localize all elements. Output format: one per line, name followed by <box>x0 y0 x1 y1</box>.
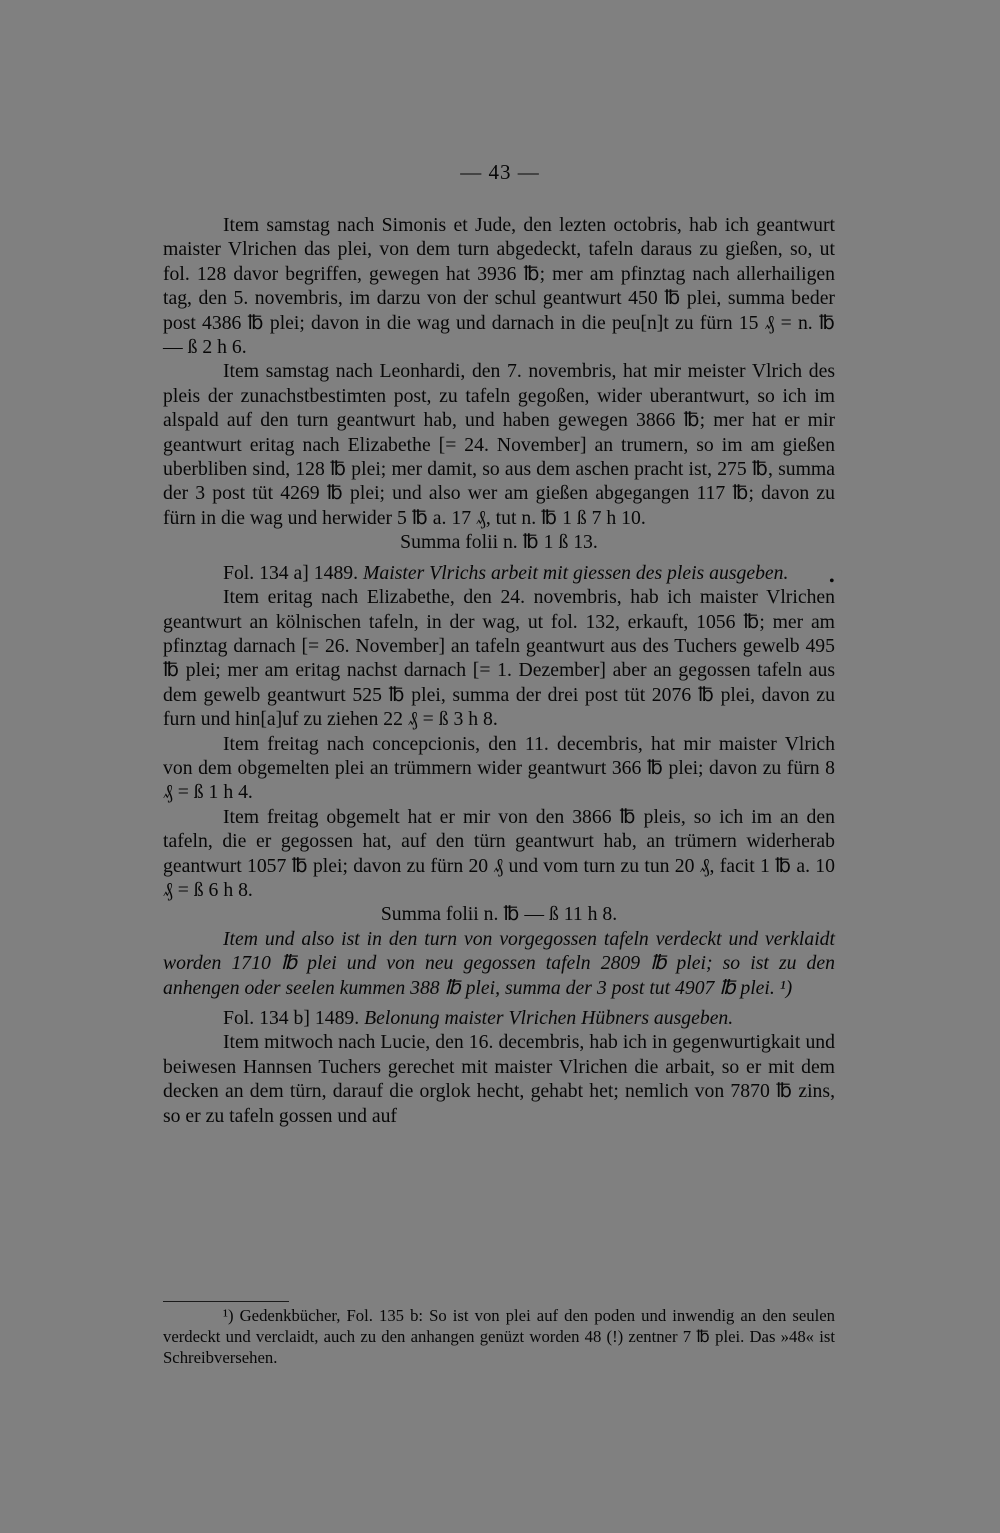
stray-dot-mark: • <box>829 573 835 590</box>
folio-ref-134b: Fol. 134 b] 1489. <box>223 1007 360 1029</box>
footnote-1: ¹) Gedenkbücher, Fol. 135 b: So ist von plei auf den poden und inwendig an den seulen verdeckt und verclaidt, auch zu den anhangen genüzt worden 48 (!) zentner 7 ℔ plei. Das »48« ist Schreibversehen. <box>163 1306 835 1367</box>
paragraph-mitwoch-lucie: Item mitwoch nach Lucie, den 16. decembris, hab ich in gegenwurtigkait und beiwesen Hannsen Tuchers gerechet mit maister Vlrichen die arbait, so er mit dem decken an dem türn, darauf die orglok hecht, gehabt het; nemlich von 7870 ℔ zins, so er zu tafeln gossen und auf <box>163 1031 835 1127</box>
folio-title-134b: Belonung maister Vlrichen Hübners ausgeben. <box>364 1007 734 1029</box>
folio-heading-134a <box>163 561 835 585</box>
paragraph-samstag-simonis: Item samstag nach Simonis et Jude, den lezten octobris, hab ich geantwurt maister Vlrichen das plei, von dem turn abgedeckt, tafeln daraus zu gießen, so, ut fol. 128 davor begriffen, gewegen hat 3936 ℔; mer am pfinztag nach allerhailigen tag, den 5. novembris, im darzu von der schul geantwurt 450 ℔ plei, summa beder post 4386 ℔ plei; davon in die wag und darnach in die peu[n]t zu fürn 15 ₰ = n. ℔ — ß 2 h 6. <box>163 214 835 359</box>
body-text <box>163 213 835 1128</box>
paragraph-eritag-elizabethe: Item eritag nach Elizabethe, den 24. novembris, hab ich maister Vlrichen geantwurt an kölnischen tafeln, in der wag, ut fol. 132, erkauft, 1056 ℔; mer am pfinztag darnach [= 26. November] an tafeln geantwurt aus des Tuchers gewelb 495 ℔ plei; mer am eritag nachst darnach [= 1. Dezember] aber an gegossen tafeln aus dem gewelb geantwurt 525 ℔ plei, summa der drei post tüt 2076 ℔ plei, davon zu furn und hin[a]uf zu ziehen 22 ₰ = ß 3 h 8. <box>163 586 835 731</box>
page-number: — 43 — <box>460 160 540 184</box>
folio-ref-134a: Fol. 134 a] 1489. <box>223 561 359 584</box>
folio-title-134a: Maister Vlrichs arbeit mit giessen des pleis ausgeben. <box>363 561 789 584</box>
folio-heading-134b <box>163 1006 835 1030</box>
paragraph-samstag-leonhardi: Item samstag nach Leonhardi, den 7. novembris, hat mir meister Vlrich des pleis der zunachstbestimten post, zu tafeln gegoßen, wider uberantwurt, so ich im alspald auf den turn geantwurt hab, und haben gewegen 3866 ℔; mer hat er mir geantwurt eritag nach Elizabethe [= 24. November] an trumern, so im am gießen uberbliben sind, 128 ℔ plei; mer damit, so aus dem aschen pracht ist, 275 ℔, summa der 3 post tüt 4269 ℔ plei; und also wer am gießen abgegangen 117 ℔; davon zu fürn in die wag und herwider 5 ℔ a. 17 ₰, tut n. ℔ 1 ß 7 h 10. <box>163 360 835 529</box>
summa-folii-2: Summa folii n. ℔ — ß 11 h 8. <box>380 903 618 926</box>
paragraph-italic-summary: Item und also ist in den turn von vorgegossen tafeln verdeckt und verklaidt worden 1710 ℔ plei und von neu gegossen tafeln 2809 ℔ plei; so ist zu den anhengen oder seelen kummen 388 ℔ plei, summa der 3 post tut 4907 ℔ plei. ¹) <box>163 927 835 999</box>
footnote-divider <box>163 1301 289 1302</box>
paragraph-freitag-concepcionis: Item freitag nach concepcionis, den 11. decembris, hat mir maister Vlrich von dem obgemelten plei an trümmern wider geantwurt 366 ℔ plei; davon zu fürn 8 ₰ = ß 1 h 4. <box>163 732 835 804</box>
summa-folii-1: Summa folii n. ℔ 1 ß 13. <box>400 531 598 554</box>
paragraph-freitag-obgemelt: Item freitag obgemelt hat er mir von den 3866 ℔ pleis, so ich im an den tafeln, die er gegossen hat, auf den türn geantwurt hab, an trümern widerherab geantwurt 1057 ℔ plei; davon zu fürn 20 ₰ und vom turn zu tun 20 ₰, facit 1 ℔ a. 10 ₰ = ß 6 h 8. <box>163 805 835 901</box>
footnotes <box>163 1305 835 1368</box>
